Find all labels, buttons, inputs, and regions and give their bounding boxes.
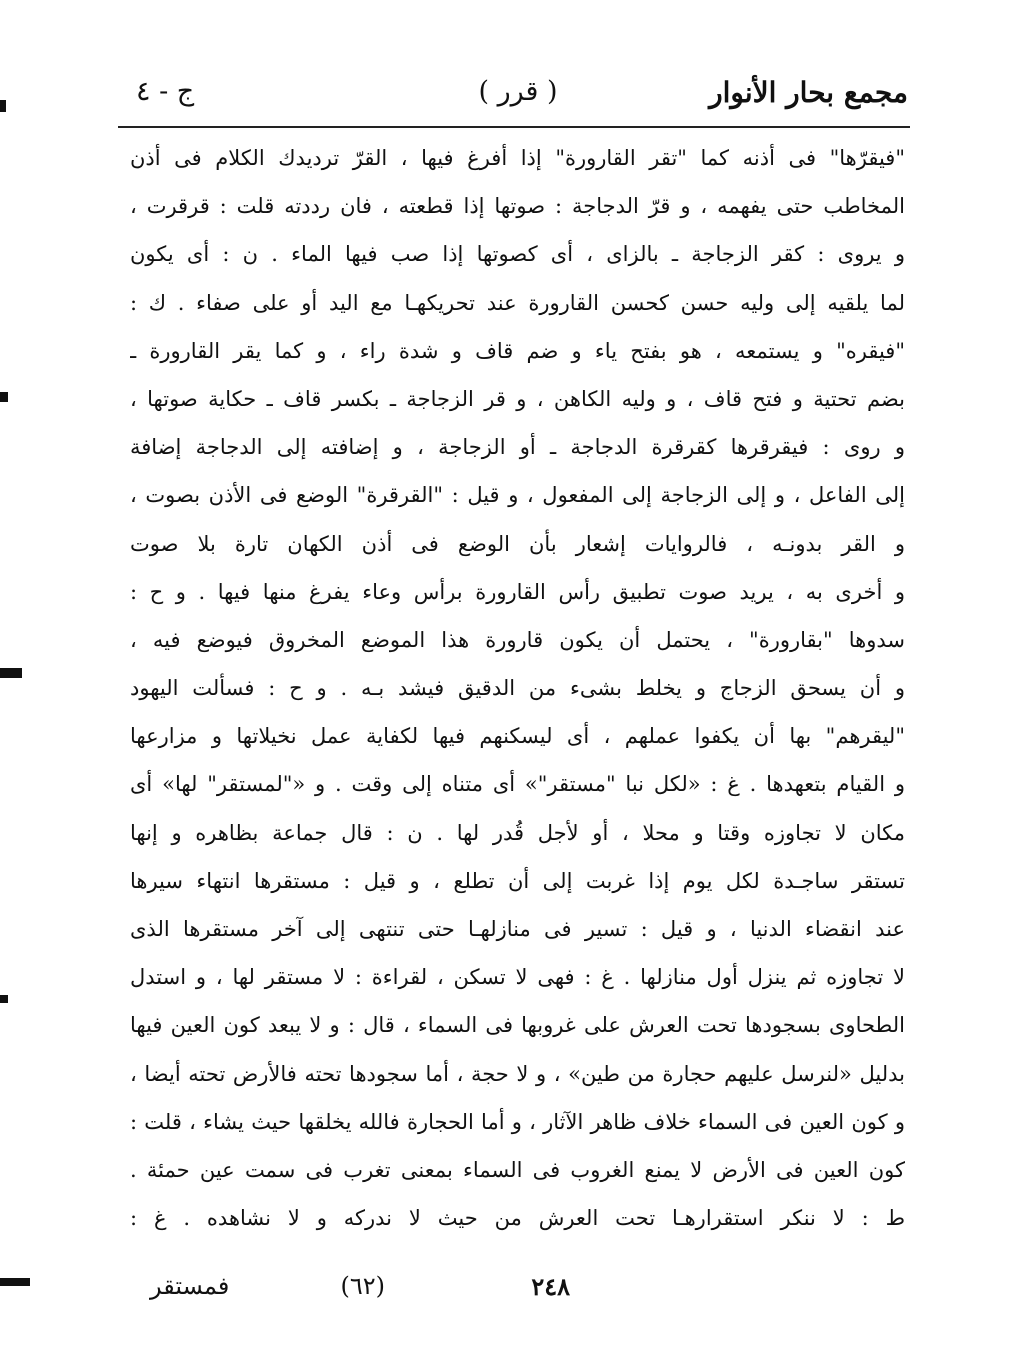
signature-mark: (٦٢) [340,1272,385,1300]
text-line: و القر بدونـه ، فالروايات إشعار بأن الوضع فى أذن الكهان تارة بلا صوت [130,531,905,556]
book-title: مجمع بحار الأنوار [709,76,908,109]
text-line: الطحاوى بسجودها تحت العرش على غروبها فى السماء ، قال : و لا يبعد كون العين فيها [130,1013,905,1038]
text-line: لا تجاوزه ثم ينزل أول منازلها . غ : فهى لا تسكن ، لقراءة : لا مستقر لها ، و استدل [130,965,905,990]
text-line: بدليل «لنرسل عليهم حجارة من طين» ، و لا حجة ، أما سجودها تحته فالأرض تحته أيضا ، [130,1061,905,1086]
text-line: و كون العين فى السماء خلاف ظاهر الآثار ، و أما الحجارة فالله يخلقها حيث يشاء ، قلت : [130,1109,905,1134]
body-text [130,134,905,1242]
page-footer [150,1272,570,1312]
text-line: و القيام بتعهدها . غ : «لكل نبا "مستقر"» أى متناه إلى وقت . و «"لمستقر" لها» أى [130,772,905,797]
volume-number: ج - ٤ [136,76,195,107]
text-line: و يروى : كقر الزجاجة ـ بالزاى ، أى كصوتها إذا صب فيها الماء . ن : أى يكون [130,242,905,267]
scan-mark [0,1278,30,1286]
text-line: إلى الفاعل ، و إلى الزجاجة إلى المفعول ، و قيل : "القرقرة" الوضع فى الأذن بصوت ، [130,483,905,508]
text-line: كون العين فى الأرض لا يمنع الغروب فى السماء بمعنى تغرب فى سمت عين حمئة . [130,1157,905,1182]
entry-root: ( قرر ) [478,76,558,107]
text-line: تستقر ساجـدة لكل يوم إذا غربت إلى أن تطلع ، و قيل : مستقرها انتهاء سيرها [130,868,905,893]
text-line: ط : لا ننكر استقرارهـا تحت العرش من حيث لا ندركه و لا نشاهده . غ : [130,1206,905,1231]
text-line: و روى : فيقرقرها كقرقرة الدجاجة ـ أو الزجاجة ، و إضافته إلى الدجاجة إضافة [130,435,905,460]
running-header [128,72,908,122]
text-line: سدوها "بقارورة" ، يحتمل أن يكون قارورة هذا الموضع المخروق فيوضع فيه ، [130,627,905,652]
catchword: فمستقر [150,1272,230,1300]
scan-mark [0,100,6,112]
text-line: "ليقرهم" بها أن يكفوا عملهم ، أى ليسكنهم فيها لكفاية عمل نخيلاتها و مزارعها [130,724,905,749]
text-line: عند انقضاء الدنيا ، و قيل : تسير فى منازلهـا حتى تنتهى إلى آخر مستقرها الذى [130,917,905,941]
text-line: "فيقرّها" فى أذنه كما "تقر القارورة" إذا أفرغ فيها ، القرّ ترديدك الكلام فى أذن [130,146,905,170]
text-line: المخاطب حتى يفهمه ، و قرّ الدجاجة : صوتها إذا قطعته ، فان رددته قلت : قرقرت ، [130,194,905,219]
text-line: و أن يسحق الزجاج و يخلط بشىء من الدقيق فيشد بـه . و ح : فسألت اليهود [130,676,905,701]
text-line: بضم تحتية و فتح قاف ، و وليه الكاهن ، و قر الزجاجة ـ بكسر قاف ـ حكاية صوتها ، [130,386,905,411]
header-rule [118,126,910,128]
text-line: "فيقره" و يستمعه ، هو بفتح ياء و ضم قاف و شدة راء ، و كما يقر القارورة ـ [130,338,905,363]
page-number: ٢٤٨ [531,1272,570,1301]
scan-mark [0,668,22,678]
text-line: و أخرى به ، يريد صوت تطبيق رأس القارورة برأس وعاء يفرغ منها فيها . و ح : [130,579,905,604]
text-line: مكان لا تجاوزه وقتا و محلا ، أو لأجل قُدر لها . ن : قال جماعة بظاهره و إنها [130,820,905,845]
scan-mark [0,995,8,1003]
scan-mark [0,392,8,402]
text-line: لما يلقيه إلى وليه حسن كحسن القارورة عند تحريكهـا مع اليد أو على صفاء . ك : [130,290,905,315]
